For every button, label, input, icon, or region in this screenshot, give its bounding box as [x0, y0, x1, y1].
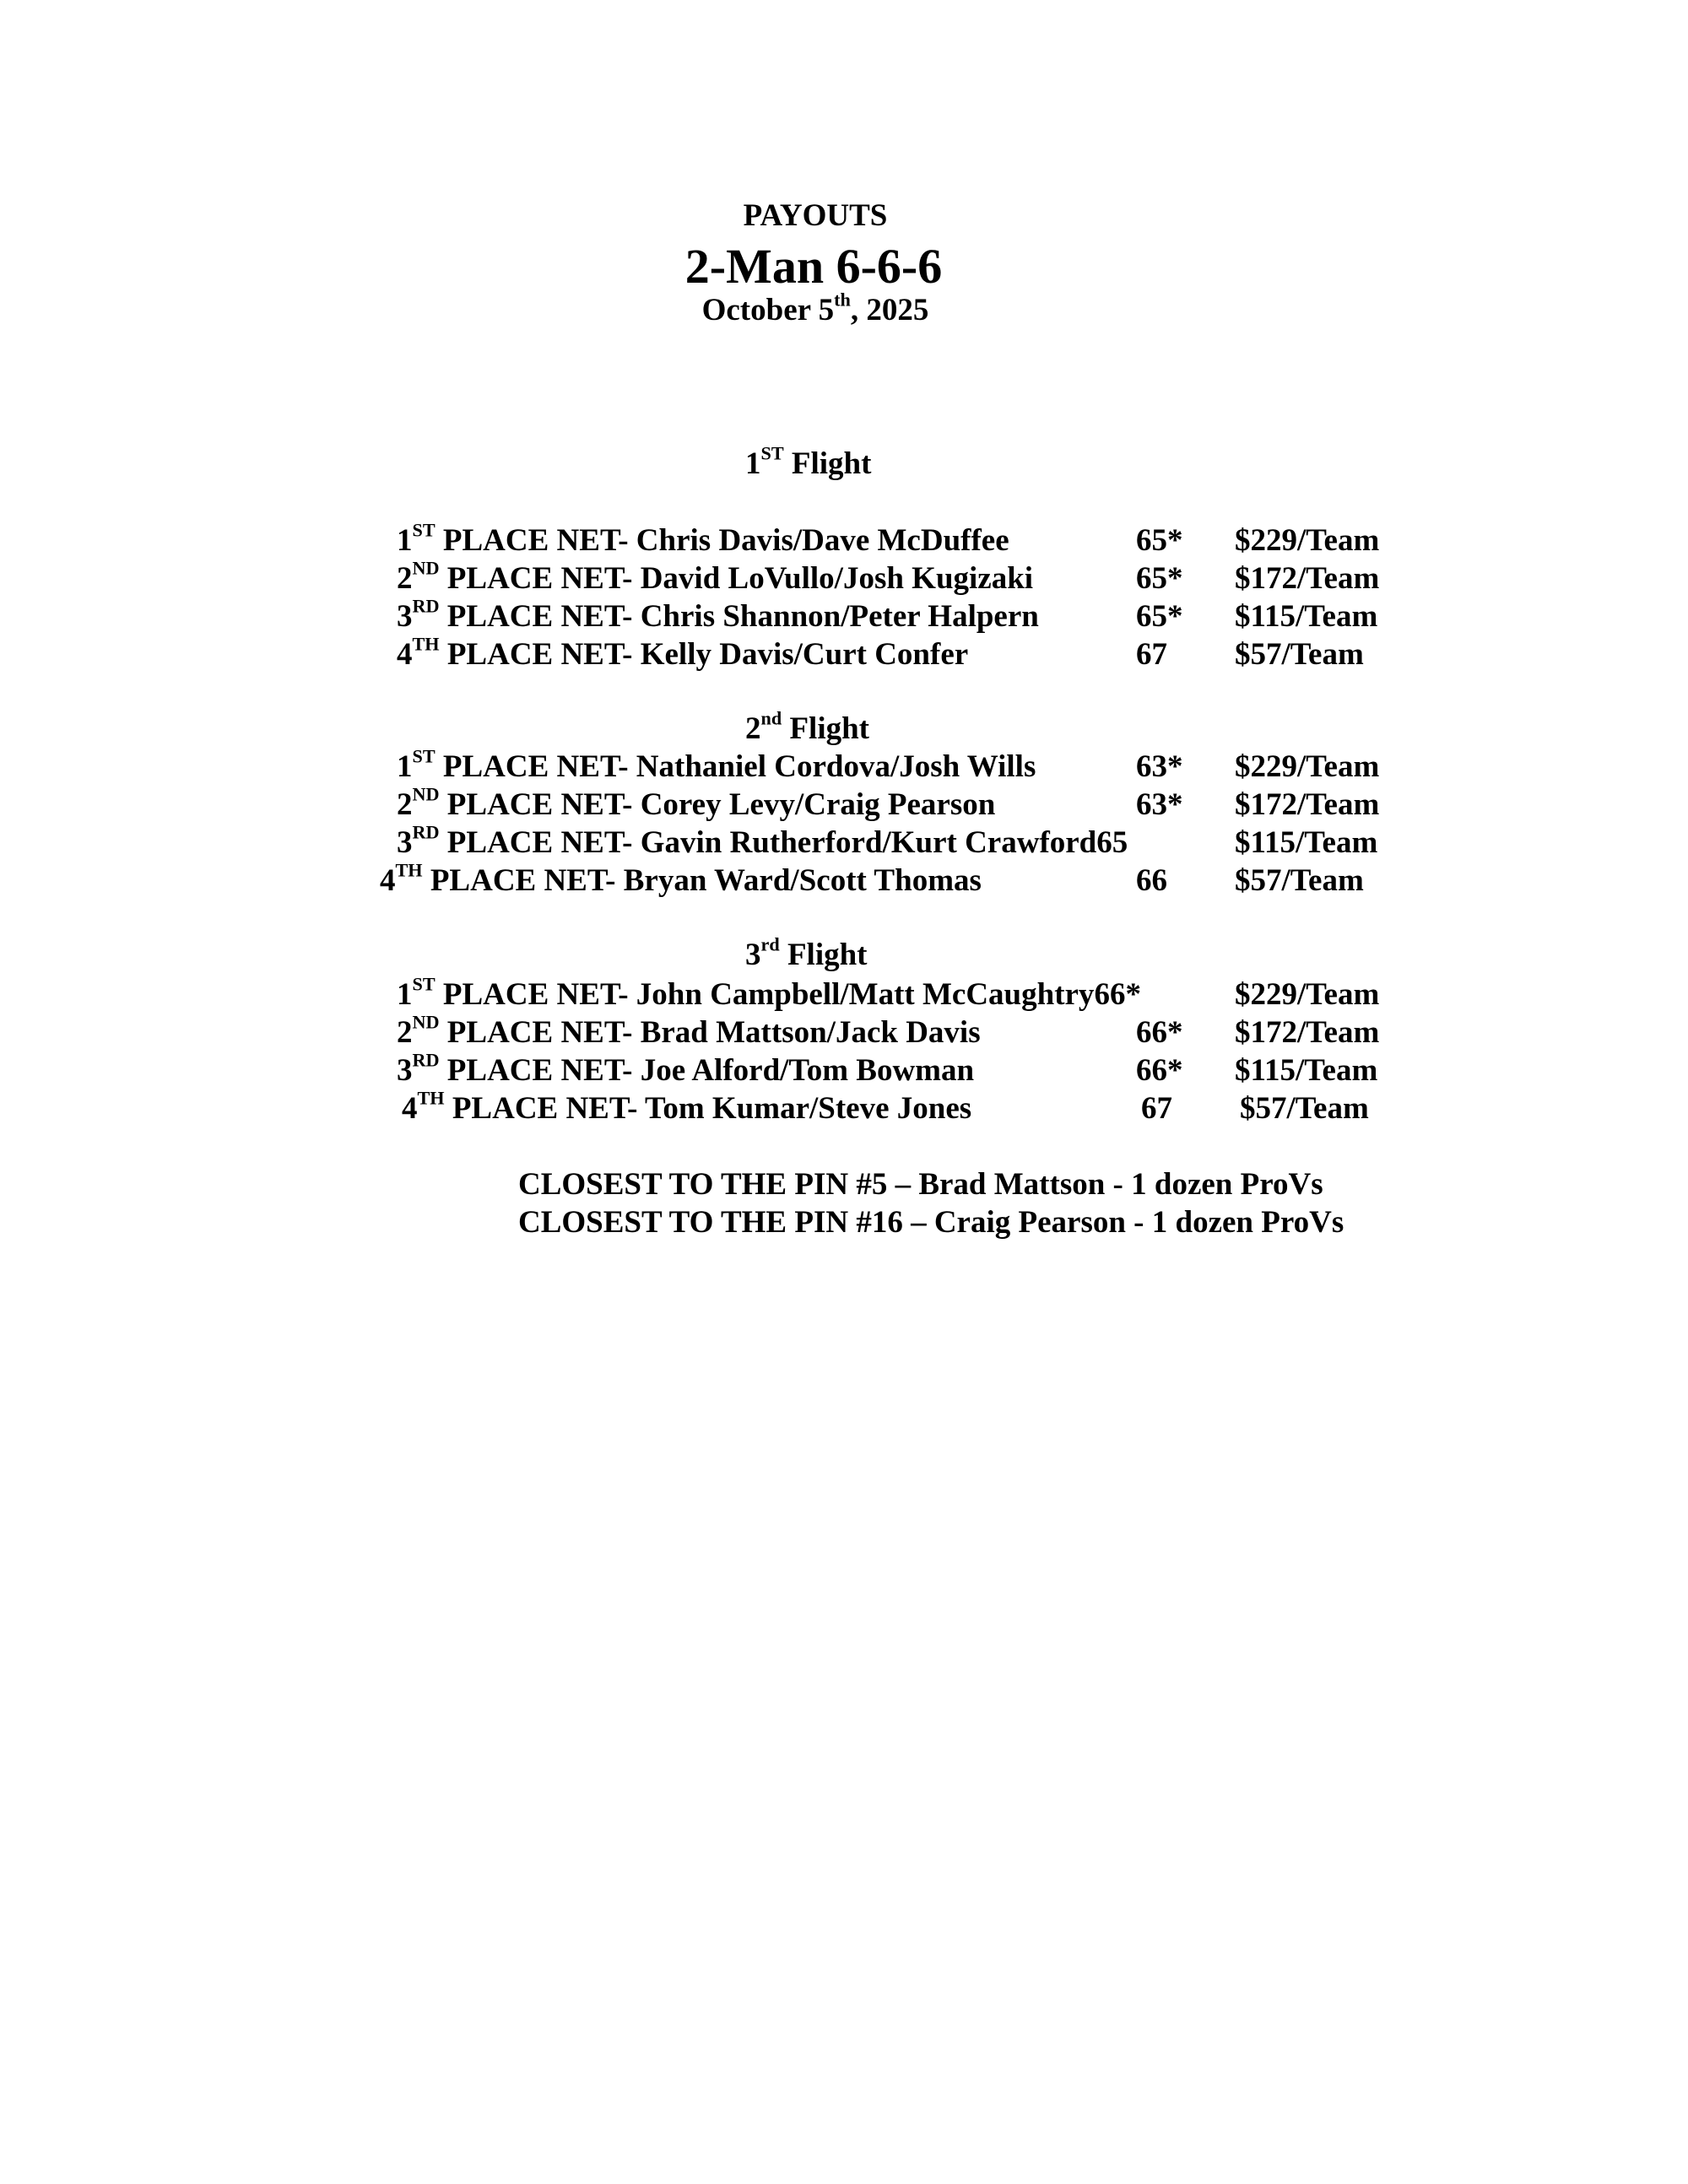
- result-score: 66*: [1136, 1015, 1183, 1050]
- date-ordinal: th: [834, 289, 851, 311]
- result-row: [0, 519, 1688, 560]
- result-label: 1ST PLACE NET- John Campbell/Matt McCaughtry66*: [397, 973, 1141, 1012]
- date-suffix: , 2025: [850, 293, 929, 327]
- result-score: 65*: [1136, 561, 1183, 596]
- result-label: 3RD PLACE NET- Joe Alford/Tom Bowman: [397, 1049, 975, 1088]
- result-payout: $115/Team: [1235, 599, 1378, 634]
- result-score: 67: [1136, 637, 1167, 672]
- result-label: 1ST PLACE NET- Nathaniel Cordova/Josh Wills: [397, 745, 1036, 784]
- closest-to-pin-16: CLOSEST TO THE PIN #16 – Craig Pearson - 1 dozen ProVs: [518, 1205, 1344, 1240]
- result-payout: $172/Team: [1235, 787, 1380, 822]
- result-payout: $57/Team: [1235, 637, 1364, 672]
- result-payout: $172/Team: [1235, 1015, 1380, 1050]
- closest-to-pin-5: CLOSEST TO THE PIN #5 – Brad Mattson - 1 dozen ProVs: [518, 1167, 1323, 1202]
- result-row: [0, 973, 1688, 1014]
- result-label: 4TH PLACE NET- Bryan Ward/Scott Thomas: [380, 859, 982, 898]
- flight-heading: 1ST Flight: [745, 442, 872, 481]
- result-row: [0, 859, 1688, 900]
- result-row: [0, 821, 1688, 862]
- event-title: 2-Man 6-6-6: [684, 239, 943, 294]
- result-row: [0, 635, 1688, 674]
- result-score: 65*: [1136, 523, 1183, 558]
- result-score: 65*: [1136, 599, 1183, 634]
- flight-heading: 2nd Flight: [745, 707, 869, 746]
- event-date: [0, 289, 1659, 328]
- result-label: 2ND PLACE NET- Corey Levy/Craig Pearson: [397, 783, 996, 822]
- result-label: 4TH PLACE NET- Kelly Davis/Curt Confer: [397, 633, 969, 672]
- result-payout: $115/Team: [1235, 1053, 1378, 1088]
- result-label: 3RD PLACE NET- Chris Shannon/Peter Halpern: [397, 595, 1039, 634]
- result-payout: $229/Team: [1235, 977, 1380, 1012]
- result-row: [0, 597, 1688, 636]
- result-row: [0, 557, 1688, 598]
- result-score: 63*: [1136, 749, 1183, 784]
- result-row: [0, 745, 1688, 787]
- result-label: 2ND PLACE NET- Brad Mattson/Jack Davis: [397, 1011, 981, 1050]
- result-payout: $57/Team: [1240, 1091, 1369, 1126]
- result-label: 3RD PLACE NET- Gavin Rutherford/Kurt Crawford65: [397, 821, 1128, 860]
- result-row: [0, 1089, 1688, 1128]
- result-payout: $229/Team: [1235, 749, 1380, 784]
- result-payout: $172/Team: [1235, 561, 1380, 596]
- result-row: [0, 1051, 1688, 1090]
- result-score: 67: [1141, 1091, 1172, 1126]
- date-prefix: October 5: [701, 293, 835, 327]
- result-label: 2ND PLACE NET- David LoVullo/Josh Kugizaki: [397, 557, 1034, 596]
- result-row: [0, 783, 1688, 824]
- payouts-label: PAYOUTS: [743, 198, 888, 233]
- result-label: 4TH PLACE NET- Tom Kumar/Steve Jones: [402, 1087, 972, 1126]
- flight-heading: 3rd Flight: [745, 933, 868, 972]
- result-score: 63*: [1136, 787, 1183, 822]
- result-score: 66*: [1136, 1053, 1183, 1088]
- result-score: 66: [1136, 863, 1167, 898]
- result-label: 1ST PLACE NET- Chris Davis/Dave McDuffee: [397, 519, 1009, 558]
- result-payout: $229/Team: [1235, 523, 1380, 558]
- result-payout: $115/Team: [1235, 825, 1378, 860]
- result-payout: $57/Team: [1235, 863, 1364, 898]
- result-row: [0, 1011, 1688, 1052]
